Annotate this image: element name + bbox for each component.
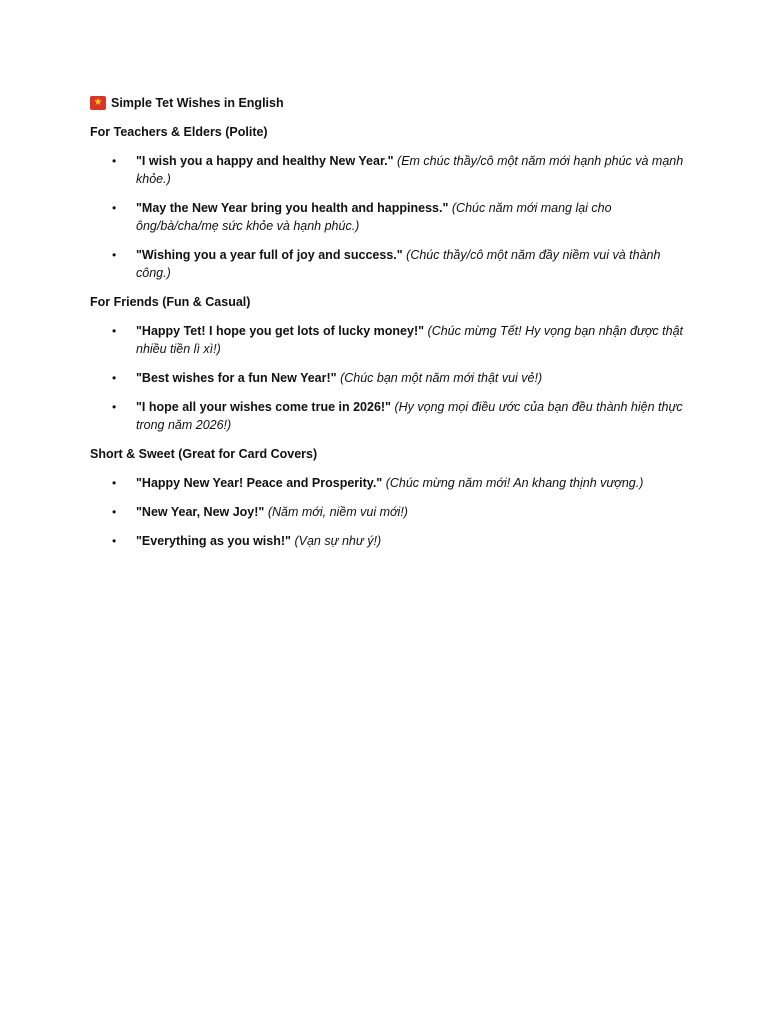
list-item bbox=[90, 503, 690, 521]
wish-vietnamese: (Chúc mừng Tết! Hy vọng bạn nhận được thật nhiều tiền lì xì!) bbox=[136, 324, 684, 356]
wish-english: "May the New Year bring you health and happiness." bbox=[136, 201, 449, 215]
wish-vietnamese: (Em chúc thầy/cô một năm mới hạnh phúc và mạnh khỏe.) bbox=[136, 154, 684, 186]
wish-vietnamese: (Năm mới, niềm vui mới!) bbox=[267, 505, 408, 519]
wish-english: "New Year, New Joy!" bbox=[136, 505, 265, 519]
section-heading: Short & Sweet (Great for Card Covers) bbox=[90, 447, 318, 461]
list-item bbox=[90, 322, 690, 358]
title-text: Simple Tet Wishes in English bbox=[111, 96, 284, 110]
wish-english: "I hope all your wishes come true in 2026!" bbox=[136, 400, 391, 414]
bullet-icon: • bbox=[112, 476, 117, 490]
wish-english: "I wish you a happy and healthy New Year." bbox=[136, 154, 394, 168]
wish-english: "Happy New Year! Peace and Prosperity." bbox=[136, 476, 383, 490]
wish-list bbox=[90, 152, 690, 282]
wish-english: "Wishing you a year full of joy and success." bbox=[136, 248, 403, 262]
wish-english: "Everything as you wish!" bbox=[136, 534, 291, 548]
vietnam-flag-icon bbox=[90, 96, 106, 110]
list-item bbox=[90, 369, 690, 387]
list-item bbox=[90, 532, 690, 550]
bullet-icon: • bbox=[112, 201, 117, 215]
wish-english: "Best wishes for a fun New Year!" bbox=[136, 371, 337, 385]
list-item bbox=[90, 398, 690, 434]
section-heading: For Friends (Fun & Casual) bbox=[90, 295, 251, 309]
list-item bbox=[90, 474, 690, 492]
list-item bbox=[90, 246, 690, 282]
wish-list bbox=[90, 322, 690, 434]
list-item bbox=[90, 199, 690, 235]
wish-vietnamese: (Chúc bạn một năm mới thật vui vẻ!) bbox=[340, 371, 543, 385]
wish-vietnamese: (Chúc thầy/cô một năm đầy niềm vui và thành công.) bbox=[136, 248, 661, 280]
wish-vietnamese: (Chúc năm mới mang lại cho ông/bà/cha/mẹ sức khỏe và hạnh phúc.) bbox=[136, 201, 612, 233]
bullet-icon: • bbox=[112, 324, 117, 338]
document-title bbox=[90, 94, 690, 112]
section-heading: For Teachers & Elders (Polite) bbox=[90, 125, 268, 139]
bullet-icon: • bbox=[112, 248, 117, 262]
bullet-icon: • bbox=[112, 400, 117, 414]
document-content bbox=[90, 94, 690, 561]
wish-english: "Happy Tet! I hope you get lots of lucky money!" bbox=[136, 324, 425, 338]
wish-list bbox=[90, 474, 690, 550]
bullet-icon: • bbox=[112, 505, 117, 519]
bullet-icon: • bbox=[112, 534, 117, 548]
wish-vietnamese: (Chúc mừng năm mới! An khang thịnh vượng.) bbox=[385, 476, 644, 490]
bullet-icon: • bbox=[112, 154, 117, 168]
wish-vietnamese: (Hy vọng mọi điều ước của bạn đều thành hiện thực trong năm 2026!) bbox=[136, 400, 683, 432]
bullet-icon: • bbox=[112, 371, 117, 385]
wish-vietnamese: (Vạn sự như ý!) bbox=[294, 534, 382, 548]
list-item bbox=[90, 152, 690, 188]
